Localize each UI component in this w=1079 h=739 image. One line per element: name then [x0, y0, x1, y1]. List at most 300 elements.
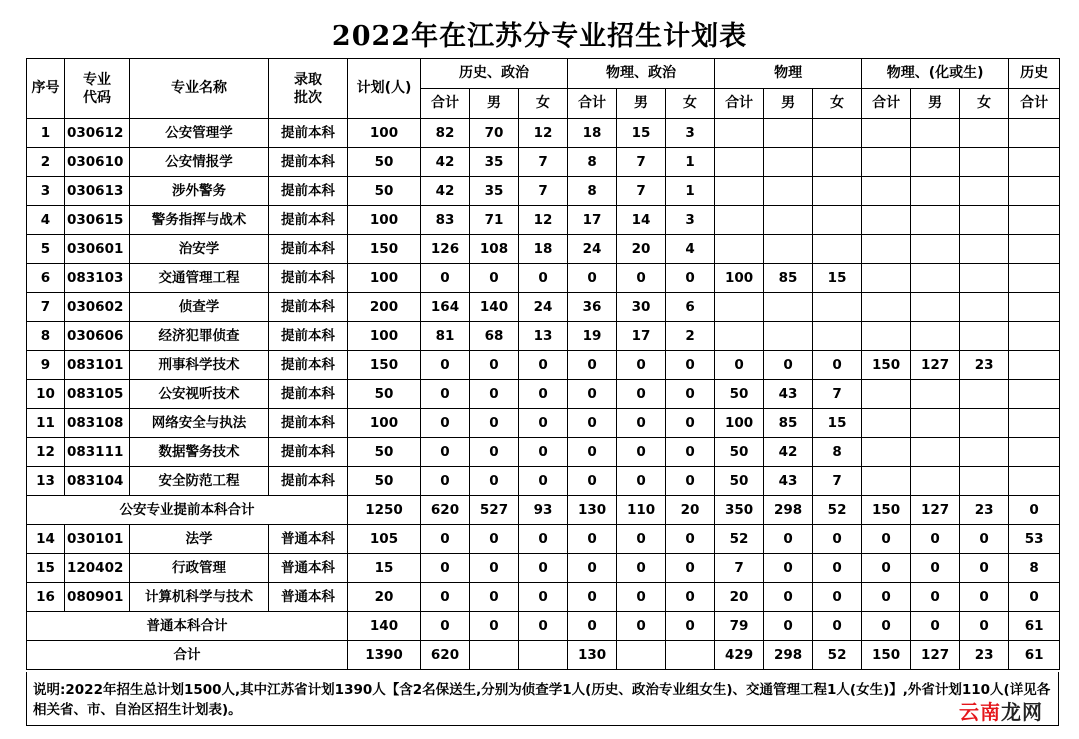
row-seq: 16 [27, 583, 65, 612]
row-value: 20 [617, 235, 666, 264]
table-row [27, 119, 1060, 148]
row-value: 12 [519, 119, 568, 148]
row-value [911, 380, 960, 409]
row-seq: 10 [27, 380, 65, 409]
row-value [1009, 235, 1060, 264]
subheader-cell: 男 [911, 89, 960, 119]
row-value: 0 [470, 554, 519, 583]
row-value [715, 177, 764, 206]
row-plan: 50 [348, 148, 421, 177]
row-value: 0 [568, 380, 617, 409]
header-group-physics-politics: 物理、政治 [568, 59, 715, 89]
row-value [764, 235, 813, 264]
row-value [764, 148, 813, 177]
subheader-cell: 男 [470, 89, 519, 119]
row-value: 0 [617, 438, 666, 467]
row-value: 7 [519, 177, 568, 206]
row-value [862, 235, 911, 264]
row-major-name: 治安学 [130, 235, 269, 264]
table-body [27, 119, 1060, 670]
row-value [1009, 322, 1060, 351]
row-value [715, 119, 764, 148]
row-plan: 150 [348, 235, 421, 264]
row-value: 0 [421, 380, 470, 409]
row-value [1009, 293, 1060, 322]
row-value: 85 [764, 409, 813, 438]
row-value: 20 [715, 583, 764, 612]
watermark-logo [959, 696, 1043, 725]
row-value: 150 [862, 351, 911, 380]
header-group-physics-chem-bio: 物理、(化或生) [862, 59, 1009, 89]
row-value: 0 [911, 525, 960, 554]
row-value: 13 [519, 322, 568, 351]
row-code: 030601 [65, 235, 130, 264]
summary-value: 61 [1009, 641, 1060, 670]
row-value [911, 467, 960, 496]
subtotal-general-row [27, 612, 1060, 641]
row-value [813, 322, 862, 351]
row-value: 0 [617, 467, 666, 496]
row-plan: 100 [348, 322, 421, 351]
row-value: 0 [666, 380, 715, 409]
row-value: 0 [568, 554, 617, 583]
summary-value [617, 641, 666, 670]
row-value [911, 293, 960, 322]
row-value: 70 [470, 119, 519, 148]
row-value: 0 [764, 351, 813, 380]
grand-total-row [27, 641, 1060, 670]
summary-value: 79 [715, 612, 764, 641]
row-value: 0 [568, 351, 617, 380]
watermark-part2: 龙网 [1001, 700, 1043, 724]
summary-value: 20 [666, 496, 715, 525]
summary-value: 0 [764, 612, 813, 641]
row-value: 19 [568, 322, 617, 351]
row-value [862, 409, 911, 438]
row-plan: 100 [348, 119, 421, 148]
row-value: 0 [862, 525, 911, 554]
row-plan: 100 [348, 264, 421, 293]
row-code: 030606 [65, 322, 130, 351]
header-code: 专业 代码 [65, 59, 130, 119]
row-major-name: 涉外警务 [130, 177, 269, 206]
row-value [1009, 351, 1060, 380]
row-value [813, 206, 862, 235]
row-value: 0 [666, 438, 715, 467]
row-value: 15 [617, 119, 666, 148]
row-value [862, 322, 911, 351]
row-value [715, 235, 764, 264]
row-value: 50 [715, 438, 764, 467]
row-code: 083108 [65, 409, 130, 438]
row-value [862, 380, 911, 409]
row-value: 127 [911, 351, 960, 380]
explanation-note: 说明:2022年招生总计划1500人,其中江苏省计划1390人【含2名保送生,分别为侦查学1人(历史、政治专业组女生)、交通管理工程1人(女生)】,外省计划110人(详见各相关省、市、自治区招生计划表)。 [26, 672, 1059, 726]
summary-value: 0 [960, 612, 1009, 641]
row-value: 0 [421, 467, 470, 496]
row-value: 4 [666, 235, 715, 264]
row-value [764, 177, 813, 206]
row-seq: 13 [27, 467, 65, 496]
row-value: 17 [568, 206, 617, 235]
row-code: 083103 [65, 264, 130, 293]
summary-value: 52 [813, 641, 862, 670]
table-row [27, 554, 1060, 583]
row-value: 15 [813, 409, 862, 438]
row-batch: 提前本科 [269, 438, 348, 467]
row-batch: 提前本科 [269, 467, 348, 496]
row-code: 083111 [65, 438, 130, 467]
row-value: 43 [764, 467, 813, 496]
row-batch: 提前本科 [269, 264, 348, 293]
row-plan: 20 [348, 583, 421, 612]
row-value [911, 206, 960, 235]
subheader-cell: 合计 [1009, 89, 1060, 119]
summary-value: 130 [568, 641, 617, 670]
row-value: 126 [421, 235, 470, 264]
row-value: 50 [715, 467, 764, 496]
row-value: 8 [568, 177, 617, 206]
header-seq: 序号 [27, 59, 65, 119]
row-code: 083101 [65, 351, 130, 380]
row-value [960, 438, 1009, 467]
row-value [764, 322, 813, 351]
row-value: 3 [666, 206, 715, 235]
table-row [27, 351, 1060, 380]
row-value: 0 [421, 351, 470, 380]
row-seq: 7 [27, 293, 65, 322]
row-plan: 50 [348, 467, 421, 496]
row-value [911, 235, 960, 264]
row-value [1009, 177, 1060, 206]
row-value [862, 177, 911, 206]
summary-value: 150 [862, 496, 911, 525]
row-value: 53 [1009, 525, 1060, 554]
row-value [911, 322, 960, 351]
row-value: 0 [666, 467, 715, 496]
table-row [27, 322, 1060, 351]
row-value: 0 [470, 351, 519, 380]
row-seq: 3 [27, 177, 65, 206]
summary-value: 110 [617, 496, 666, 525]
row-value: 23 [960, 351, 1009, 380]
row-value [764, 119, 813, 148]
row-value: 7 [813, 467, 862, 496]
row-value: 0 [519, 583, 568, 612]
row-value: 17 [617, 322, 666, 351]
table-row [27, 467, 1060, 496]
row-value [960, 177, 1009, 206]
row-value: 50 [715, 380, 764, 409]
enrollment-plan-table [26, 58, 1060, 670]
row-value: 0 [862, 583, 911, 612]
row-value: 68 [470, 322, 519, 351]
row-plan: 100 [348, 206, 421, 235]
row-value [813, 119, 862, 148]
row-value: 0 [960, 525, 1009, 554]
row-value [1009, 380, 1060, 409]
row-value: 0 [568, 525, 617, 554]
row-value [813, 177, 862, 206]
summary-value: 0 [666, 612, 715, 641]
row-code: 030615 [65, 206, 130, 235]
row-value: 0 [666, 351, 715, 380]
row-value: 42 [421, 148, 470, 177]
summary-value: 0 [911, 612, 960, 641]
subheader-cell: 合计 [862, 89, 911, 119]
row-value: 42 [764, 438, 813, 467]
summary-value: 0 [470, 612, 519, 641]
row-seq: 5 [27, 235, 65, 264]
row-plan: 50 [348, 438, 421, 467]
row-value: 0 [666, 525, 715, 554]
table-row [27, 525, 1060, 554]
row-value: 100 [715, 409, 764, 438]
summary-value [519, 641, 568, 670]
row-major-name: 安全防范工程 [130, 467, 269, 496]
summary-value: 127 [911, 496, 960, 525]
row-value: 7 [519, 148, 568, 177]
summary-value: 429 [715, 641, 764, 670]
row-plan: 15 [348, 554, 421, 583]
row-seq: 9 [27, 351, 65, 380]
row-value: 0 [519, 409, 568, 438]
row-value: 0 [666, 554, 715, 583]
table-row [27, 177, 1060, 206]
row-batch: 提前本科 [269, 235, 348, 264]
row-value [960, 467, 1009, 496]
row-value: 0 [813, 583, 862, 612]
subheader-cell: 男 [764, 89, 813, 119]
row-value: 0 [911, 554, 960, 583]
summary-value: 527 [470, 496, 519, 525]
subheader-cell: 女 [960, 89, 1009, 119]
row-value: 83 [421, 206, 470, 235]
row-value: 8 [568, 148, 617, 177]
table-row [27, 409, 1060, 438]
row-plan: 100 [348, 409, 421, 438]
row-value: 0 [519, 554, 568, 583]
summary-plan: 140 [348, 612, 421, 641]
row-value [911, 409, 960, 438]
row-seq: 2 [27, 148, 65, 177]
row-value: 0 [617, 380, 666, 409]
row-value: 0 [470, 409, 519, 438]
row-major-name: 法学 [130, 525, 269, 554]
row-value: 0 [421, 438, 470, 467]
row-value [813, 148, 862, 177]
row-value: 85 [764, 264, 813, 293]
row-value: 0 [568, 438, 617, 467]
summary-value: 52 [813, 496, 862, 525]
row-value [960, 293, 1009, 322]
summary-value: 23 [960, 641, 1009, 670]
row-value [1009, 467, 1060, 496]
row-value: 0 [813, 554, 862, 583]
table-row [27, 380, 1060, 409]
row-batch: 提前本科 [269, 119, 348, 148]
row-value: 0 [813, 351, 862, 380]
row-value: 164 [421, 293, 470, 322]
summary-value: 61 [1009, 612, 1060, 641]
summary-value: 350 [715, 496, 764, 525]
row-value: 43 [764, 380, 813, 409]
row-value: 0 [960, 583, 1009, 612]
row-value: 36 [568, 293, 617, 322]
row-value [715, 293, 764, 322]
row-value: 0 [764, 554, 813, 583]
row-value: 0 [519, 525, 568, 554]
subheader-cell: 合计 [715, 89, 764, 119]
row-value: 0 [568, 583, 617, 612]
row-value: 7 [617, 177, 666, 206]
row-seq: 4 [27, 206, 65, 235]
row-value [1009, 119, 1060, 148]
row-value [1009, 409, 1060, 438]
summary-value: 298 [764, 641, 813, 670]
row-value [960, 409, 1009, 438]
row-plan: 150 [348, 351, 421, 380]
row-value: 8 [813, 438, 862, 467]
header-group-physics: 物理 [715, 59, 862, 89]
row-value [911, 264, 960, 293]
row-value [960, 148, 1009, 177]
row-value [862, 467, 911, 496]
summary-value: 0 [568, 612, 617, 641]
row-seq: 1 [27, 119, 65, 148]
summary-plan: 1250 [348, 496, 421, 525]
row-value: 0 [519, 380, 568, 409]
row-value [813, 293, 862, 322]
row-value [960, 206, 1009, 235]
row-value [862, 206, 911, 235]
row-value: 0 [617, 409, 666, 438]
summary-value: 620 [421, 641, 470, 670]
row-value: 6 [666, 293, 715, 322]
row-value: 0 [568, 409, 617, 438]
row-seq: 12 [27, 438, 65, 467]
summary-value: 0 [862, 612, 911, 641]
row-value: 0 [862, 554, 911, 583]
row-code: 030610 [65, 148, 130, 177]
row-major-name: 计算机科学与技术 [130, 583, 269, 612]
row-value: 81 [421, 322, 470, 351]
header-group-history-politics: 历史、政治 [421, 59, 568, 89]
row-seq: 8 [27, 322, 65, 351]
row-value: 0 [470, 583, 519, 612]
row-major-name: 经济犯罪侦查 [130, 322, 269, 351]
subheader-cell: 男 [617, 89, 666, 119]
row-code: 030613 [65, 177, 130, 206]
row-batch: 提前本科 [269, 351, 348, 380]
row-batch: 提前本科 [269, 322, 348, 351]
row-value: 2 [666, 322, 715, 351]
row-major-name: 警务指挥与战术 [130, 206, 269, 235]
row-seq: 15 [27, 554, 65, 583]
row-plan: 50 [348, 380, 421, 409]
row-value: 18 [519, 235, 568, 264]
row-code: 120402 [65, 554, 130, 583]
header-group-history: 历史 [1009, 59, 1060, 89]
row-value: 0 [568, 467, 617, 496]
page-title: 2022年在江苏分专业招生计划表 [331, 21, 748, 52]
row-value: 0 [421, 583, 470, 612]
row-major-name: 行政管理 [130, 554, 269, 583]
table-row [27, 293, 1060, 322]
row-value: 71 [470, 206, 519, 235]
row-value [862, 148, 911, 177]
row-code: 030101 [65, 525, 130, 554]
subheader-cell: 女 [666, 89, 715, 119]
row-value: 0 [617, 351, 666, 380]
summary-value: 23 [960, 496, 1009, 525]
row-value [715, 148, 764, 177]
row-value: 0 [568, 264, 617, 293]
row-value: 1 [666, 148, 715, 177]
row-value [960, 380, 1009, 409]
row-value [960, 264, 1009, 293]
row-value: 0 [421, 554, 470, 583]
row-value: 0 [960, 554, 1009, 583]
row-major-name: 公安管理学 [130, 119, 269, 148]
row-code: 030602 [65, 293, 130, 322]
row-major-name: 公安视听技术 [130, 380, 269, 409]
table-row [27, 206, 1060, 235]
row-value [862, 438, 911, 467]
row-value: 35 [470, 177, 519, 206]
row-value: 0 [617, 264, 666, 293]
row-value: 0 [1009, 583, 1060, 612]
row-plan: 200 [348, 293, 421, 322]
row-value: 0 [617, 554, 666, 583]
row-value [764, 293, 813, 322]
row-value: 42 [421, 177, 470, 206]
row-seq: 14 [27, 525, 65, 554]
row-value: 0 [764, 525, 813, 554]
row-value [911, 148, 960, 177]
summary-value: 620 [421, 496, 470, 525]
row-value: 0 [715, 351, 764, 380]
row-value: 15 [813, 264, 862, 293]
row-value: 8 [1009, 554, 1060, 583]
row-major-name: 刑事科学技术 [130, 351, 269, 380]
row-value [1009, 264, 1060, 293]
row-value: 0 [519, 351, 568, 380]
row-value: 0 [617, 583, 666, 612]
subheader-cell: 合计 [568, 89, 617, 119]
table-row [27, 583, 1060, 612]
row-value: 0 [470, 380, 519, 409]
row-value: 82 [421, 119, 470, 148]
row-value [1009, 438, 1060, 467]
summary-plan: 1390 [348, 641, 421, 670]
summary-label: 普通本科合计 [27, 612, 348, 641]
row-value [813, 235, 862, 264]
watermark-part1: 云南 [959, 700, 1001, 724]
table-row [27, 148, 1060, 177]
row-value [911, 438, 960, 467]
row-major-name: 数据警务技术 [130, 438, 269, 467]
table-row [27, 235, 1060, 264]
row-value: 0 [666, 583, 715, 612]
row-value [960, 235, 1009, 264]
row-value [862, 264, 911, 293]
row-value [715, 322, 764, 351]
summary-value: 93 [519, 496, 568, 525]
row-plan: 105 [348, 525, 421, 554]
row-value [911, 119, 960, 148]
row-value [1009, 148, 1060, 177]
